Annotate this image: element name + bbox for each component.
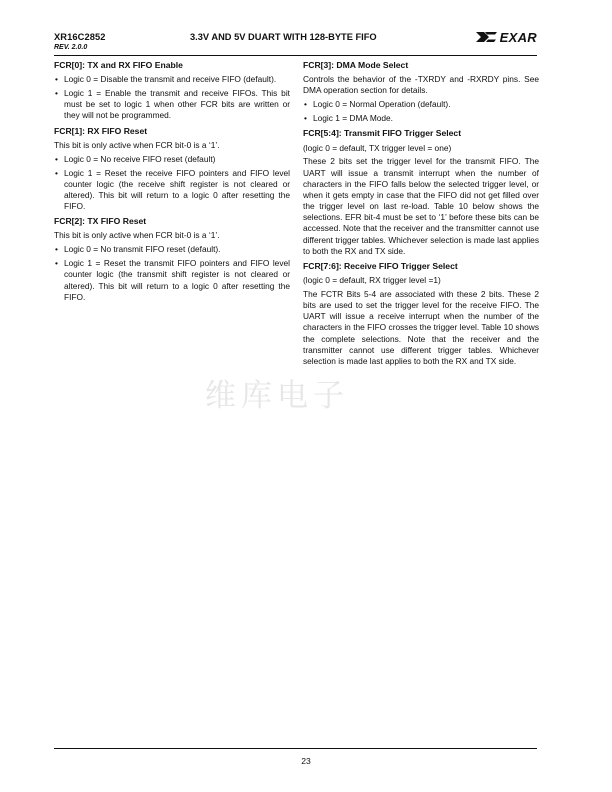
section-heading: FCR[1]: RX FIFO Reset	[54, 125, 148, 136]
section-heading: FCR[3]: DMA Mode Select	[303, 60, 409, 70]
header-left	[54, 32, 106, 51]
bullet-text: Logic 1 = DMA Mode.	[313, 113, 394, 124]
register-section	[303, 128, 539, 257]
bullet-icon: •	[55, 167, 58, 178]
body-paragraph: (logic 0 = default, TX trigger level = one)	[303, 142, 452, 153]
footer-rule	[54, 748, 537, 749]
exar-logo	[475, 30, 537, 44]
bullet-text: Logic 1 = Reset the receive FIFO pointers and FIFO level counter logic (the receive shift register is not cleared or altered). This bit will return to a logic 0 after resetting the FIFO.	[64, 167, 290, 212]
watermark: 维库电子	[205, 378, 349, 414]
bullet-text: Logic 0 = No receive FIFO reset (default)	[64, 153, 216, 164]
document-title: 3.3V AND 5V DUART WITH 128-BYTE FIFO	[190, 32, 377, 42]
bullet-icon: •	[304, 99, 307, 110]
register-section	[54, 216, 290, 303]
bullet-text: Logic 0 = No transmit FIFO reset (default).	[64, 244, 221, 255]
bullet-item	[54, 258, 290, 303]
bullet-icon: •	[55, 258, 58, 269]
bullet-text: Logic 0 = Disable the transmit and receive FIFO (default).	[64, 74, 277, 85]
section-heading: FCR[0]: TX and RX FIFO Enable	[54, 60, 183, 70]
section-heading: FCR[7:6]: Receive FIFO Trigger Select	[303, 260, 458, 271]
bullet-item	[303, 99, 539, 110]
section-heading: FCR[2]: TX FIFO Reset	[54, 216, 147, 227]
bullet-text: Logic 0 = Normal Operation (default).	[313, 99, 451, 110]
right-column	[303, 60, 539, 370]
page-number: 23	[301, 756, 311, 766]
body-paragraph: The FCTR Bits 5-4 are associated with these 2 bits. These 2 bits are used to set the trigger level for the receive FIFO. The UART will issue a receive interrupt when the number of the characters in the FIFO crosses the trigger level. Table 10 shows the complete selections. Note that the receiver and the transmitter cannot use different trigger tables. Whichever selection is made last applies to both the RX and TX side.	[303, 289, 539, 366]
bullet-item	[303, 113, 539, 124]
exar-logo-mark-icon	[475, 31, 499, 43]
register-section	[303, 60, 539, 124]
body-paragraph: These 2 bits set the trigger level for the transmit FIFO. The UART will issue a transmit interrupt when the number of characters in the FIFO falls below the selected trigger level, or when it gets empty in case that the FIFO did not get filled over the trigger level on last re-load. Table 10 below shows the selections. EFR bit-4 must be set to ‘1’ before these bits can be accessed. Note that the receiver and the transmitter cannot use different trigger tables. Whichever selection is made last applies to both the RX and TX side.	[303, 156, 539, 256]
register-section	[54, 60, 290, 122]
bullet-icon: •	[304, 113, 307, 124]
page-header	[54, 29, 537, 56]
bullet-icon: •	[55, 88, 58, 99]
register-section	[303, 261, 539, 367]
left-column	[54, 60, 290, 306]
bullet-item	[54, 244, 290, 255]
section-heading: FCR[5:4]: Transmit FIFO Trigger Select	[303, 128, 462, 139]
body-paragraph: This bit is only active when FCR bit-0 is a ‘1’.	[54, 139, 220, 150]
bullet-text: Logic 1 = Reset the transmit FIFO pointers and FIFO level counter logic (the transmit shift register is not cleared or altered). This bit will return to a logic 0 after resetting the FIFO.	[64, 258, 290, 302]
bullet-text: Logic 1 = Enable the transmit and receive FIFOs. This bit must be set to logic 1 when other FCR bits are written or they will not be programmed.	[64, 88, 290, 121]
bullet-item	[54, 74, 290, 85]
bullet-icon: •	[55, 244, 58, 255]
body-paragraph: Controls the behavior of the -TXRDY and -RXRDY pins. See DMA operation section for details.	[303, 74, 539, 96]
bullet-item	[54, 168, 290, 213]
bullet-item	[54, 88, 290, 121]
logo-text: EXAR	[499, 29, 537, 45]
bullet-icon: •	[55, 153, 58, 164]
bullet-icon: •	[55, 74, 58, 85]
header-rule	[54, 55, 537, 56]
body-paragraph: This bit is only active when FCR bit-0 is a ‘1’.	[54, 230, 220, 241]
bullet-item	[54, 154, 290, 165]
revision: REV. 2.0.0	[54, 44, 88, 51]
body-paragraph: (logic 0 = default, RX trigger level =1)	[303, 275, 441, 286]
register-section	[54, 126, 290, 213]
part-number: XR16C2852	[54, 32, 106, 42]
